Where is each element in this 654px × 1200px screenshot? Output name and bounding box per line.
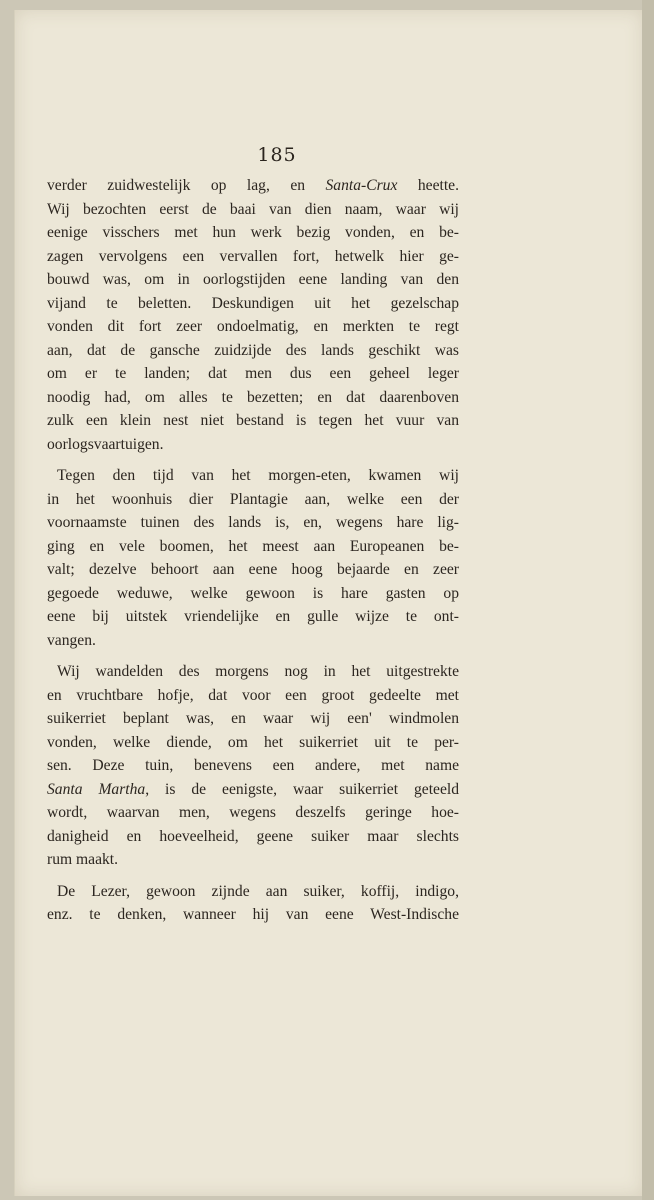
- line-text: wordt, waarvan men, wegens deszelfs geringe hoe-: [47, 804, 459, 821]
- text-line: [47, 731, 459, 755]
- text-line: [47, 292, 459, 316]
- text-line: [47, 221, 459, 245]
- line-text: vangen.: [47, 631, 96, 649]
- line-text: bouwd was, om in oorlogstijden eene landing van den: [47, 271, 459, 288]
- text-line: [47, 903, 459, 927]
- text-line: [47, 362, 459, 386]
- text-line: [47, 825, 459, 849]
- text-line: [47, 511, 459, 535]
- body-text: [47, 174, 459, 927]
- text-line: [47, 880, 459, 904]
- line-text: danigheid en hoeveelheid, geene suiker maar slechts: [47, 827, 459, 845]
- line-text: Wij bezochten eerst de baai van dien naam, waar wij: [47, 200, 459, 218]
- line-text: vonden dit fort zeer ondoelmatig, en merkten te regt: [47, 318, 459, 335]
- line-text: valt; dezelve behoort aan eene hoog bejaarde en zeer: [47, 561, 459, 578]
- line-text: in het woonhuis dier Plantagie aan, welke een der: [47, 490, 459, 508]
- text-line: [47, 629, 459, 653]
- line-text: zagen vervolgens een vervallen fort, hetwelk hier ge-: [47, 247, 459, 265]
- text-line: [47, 684, 459, 708]
- line-text: rum maakt.: [47, 851, 119, 868]
- paragraph: [47, 880, 459, 927]
- line-text: voornaamste tuinen des lands is, en, wegens hare lig-: [47, 514, 459, 531]
- text-line: [47, 801, 459, 825]
- line-text: gegoede weduwe, welke gewoon is hare gasten op: [47, 584, 459, 602]
- line-text: De Lezer, gewoon zijnde aan suiker, koffij, indigo,: [57, 882, 459, 900]
- paragraph: [47, 174, 459, 456]
- line-text: oorlogsvaartuigen.: [47, 435, 164, 453]
- line-text: heette.: [397, 177, 459, 194]
- text-line: [47, 245, 459, 269]
- text-line: [47, 848, 459, 872]
- italic-name: Santa-Crux: [325, 177, 398, 194]
- line-text: om er te landen; dat men dus een geheel leger: [47, 365, 459, 382]
- text-line: [47, 409, 459, 433]
- page-number: 185: [257, 144, 297, 166]
- line-text: vonden, welke diende, om het suikerriet uit te per-: [47, 733, 459, 751]
- paragraph-gap: [47, 456, 459, 464]
- line-text: aan, dat de gansche zuidzijde des lands geschikt was: [47, 341, 459, 359]
- line-text: eenige visschers met hun werk bezig vonden, en be-: [47, 224, 459, 241]
- text-line: [47, 315, 459, 339]
- text-line: [47, 339, 459, 363]
- text-line: [47, 464, 459, 488]
- text-line: [47, 605, 459, 629]
- line-text: Tegen den tijd van het morgen-eten, kwamen wij: [57, 467, 459, 484]
- text-line: [47, 707, 459, 731]
- line-text: ging en vele boomen, het meest aan Europeanen be-: [47, 537, 459, 555]
- line-text: eene bij uitstek vriendelijke en gulle wijze te ont-: [47, 608, 459, 625]
- text-line: [47, 386, 459, 410]
- italic-name: Santa Martha: [47, 780, 146, 798]
- paragraph-gap: [47, 652, 459, 660]
- text-line: [47, 268, 459, 292]
- line-text: Wij wandelden des morgens nog in het uitgestrekte: [57, 663, 459, 680]
- text-line: [47, 754, 459, 778]
- text-line: [47, 535, 459, 559]
- line-text: suikerriet beplant was, en waar wij een' windmolen: [47, 710, 459, 727]
- paragraph-gap: [47, 872, 459, 880]
- text-line: [47, 558, 459, 582]
- line-text: enz. te denken, wanneer hij van eene West-Indische: [47, 906, 459, 923]
- line-text: sen. Deze tuin, benevens een andere, met name: [47, 757, 459, 774]
- paragraph: [47, 464, 459, 652]
- line-text: , is de eenigste, waar suikerriet geteeld: [145, 780, 459, 798]
- text-line: [47, 488, 459, 512]
- text-line: [47, 198, 459, 222]
- text-line: [47, 582, 459, 606]
- line-text: verder zuidwestelijk op lag, en: [47, 177, 326, 194]
- line-text: zulk een klein nest niet bestand is tegen het vuur van: [47, 412, 459, 429]
- line-text: noodig had, om alles te bezetten; en dat daarenboven: [47, 388, 459, 406]
- paragraph: [47, 660, 459, 872]
- text-line: [47, 174, 459, 198]
- page-edge-shadow: [642, 0, 654, 1200]
- text-line: [47, 778, 459, 802]
- text-line: [47, 433, 459, 457]
- text-line: [47, 660, 459, 684]
- line-text: vijand te beletten. Deskundigen uit het gezelschap: [47, 294, 459, 312]
- line-text: en vruchtbare hofje, dat voor een groot gedeelte met: [47, 686, 459, 704]
